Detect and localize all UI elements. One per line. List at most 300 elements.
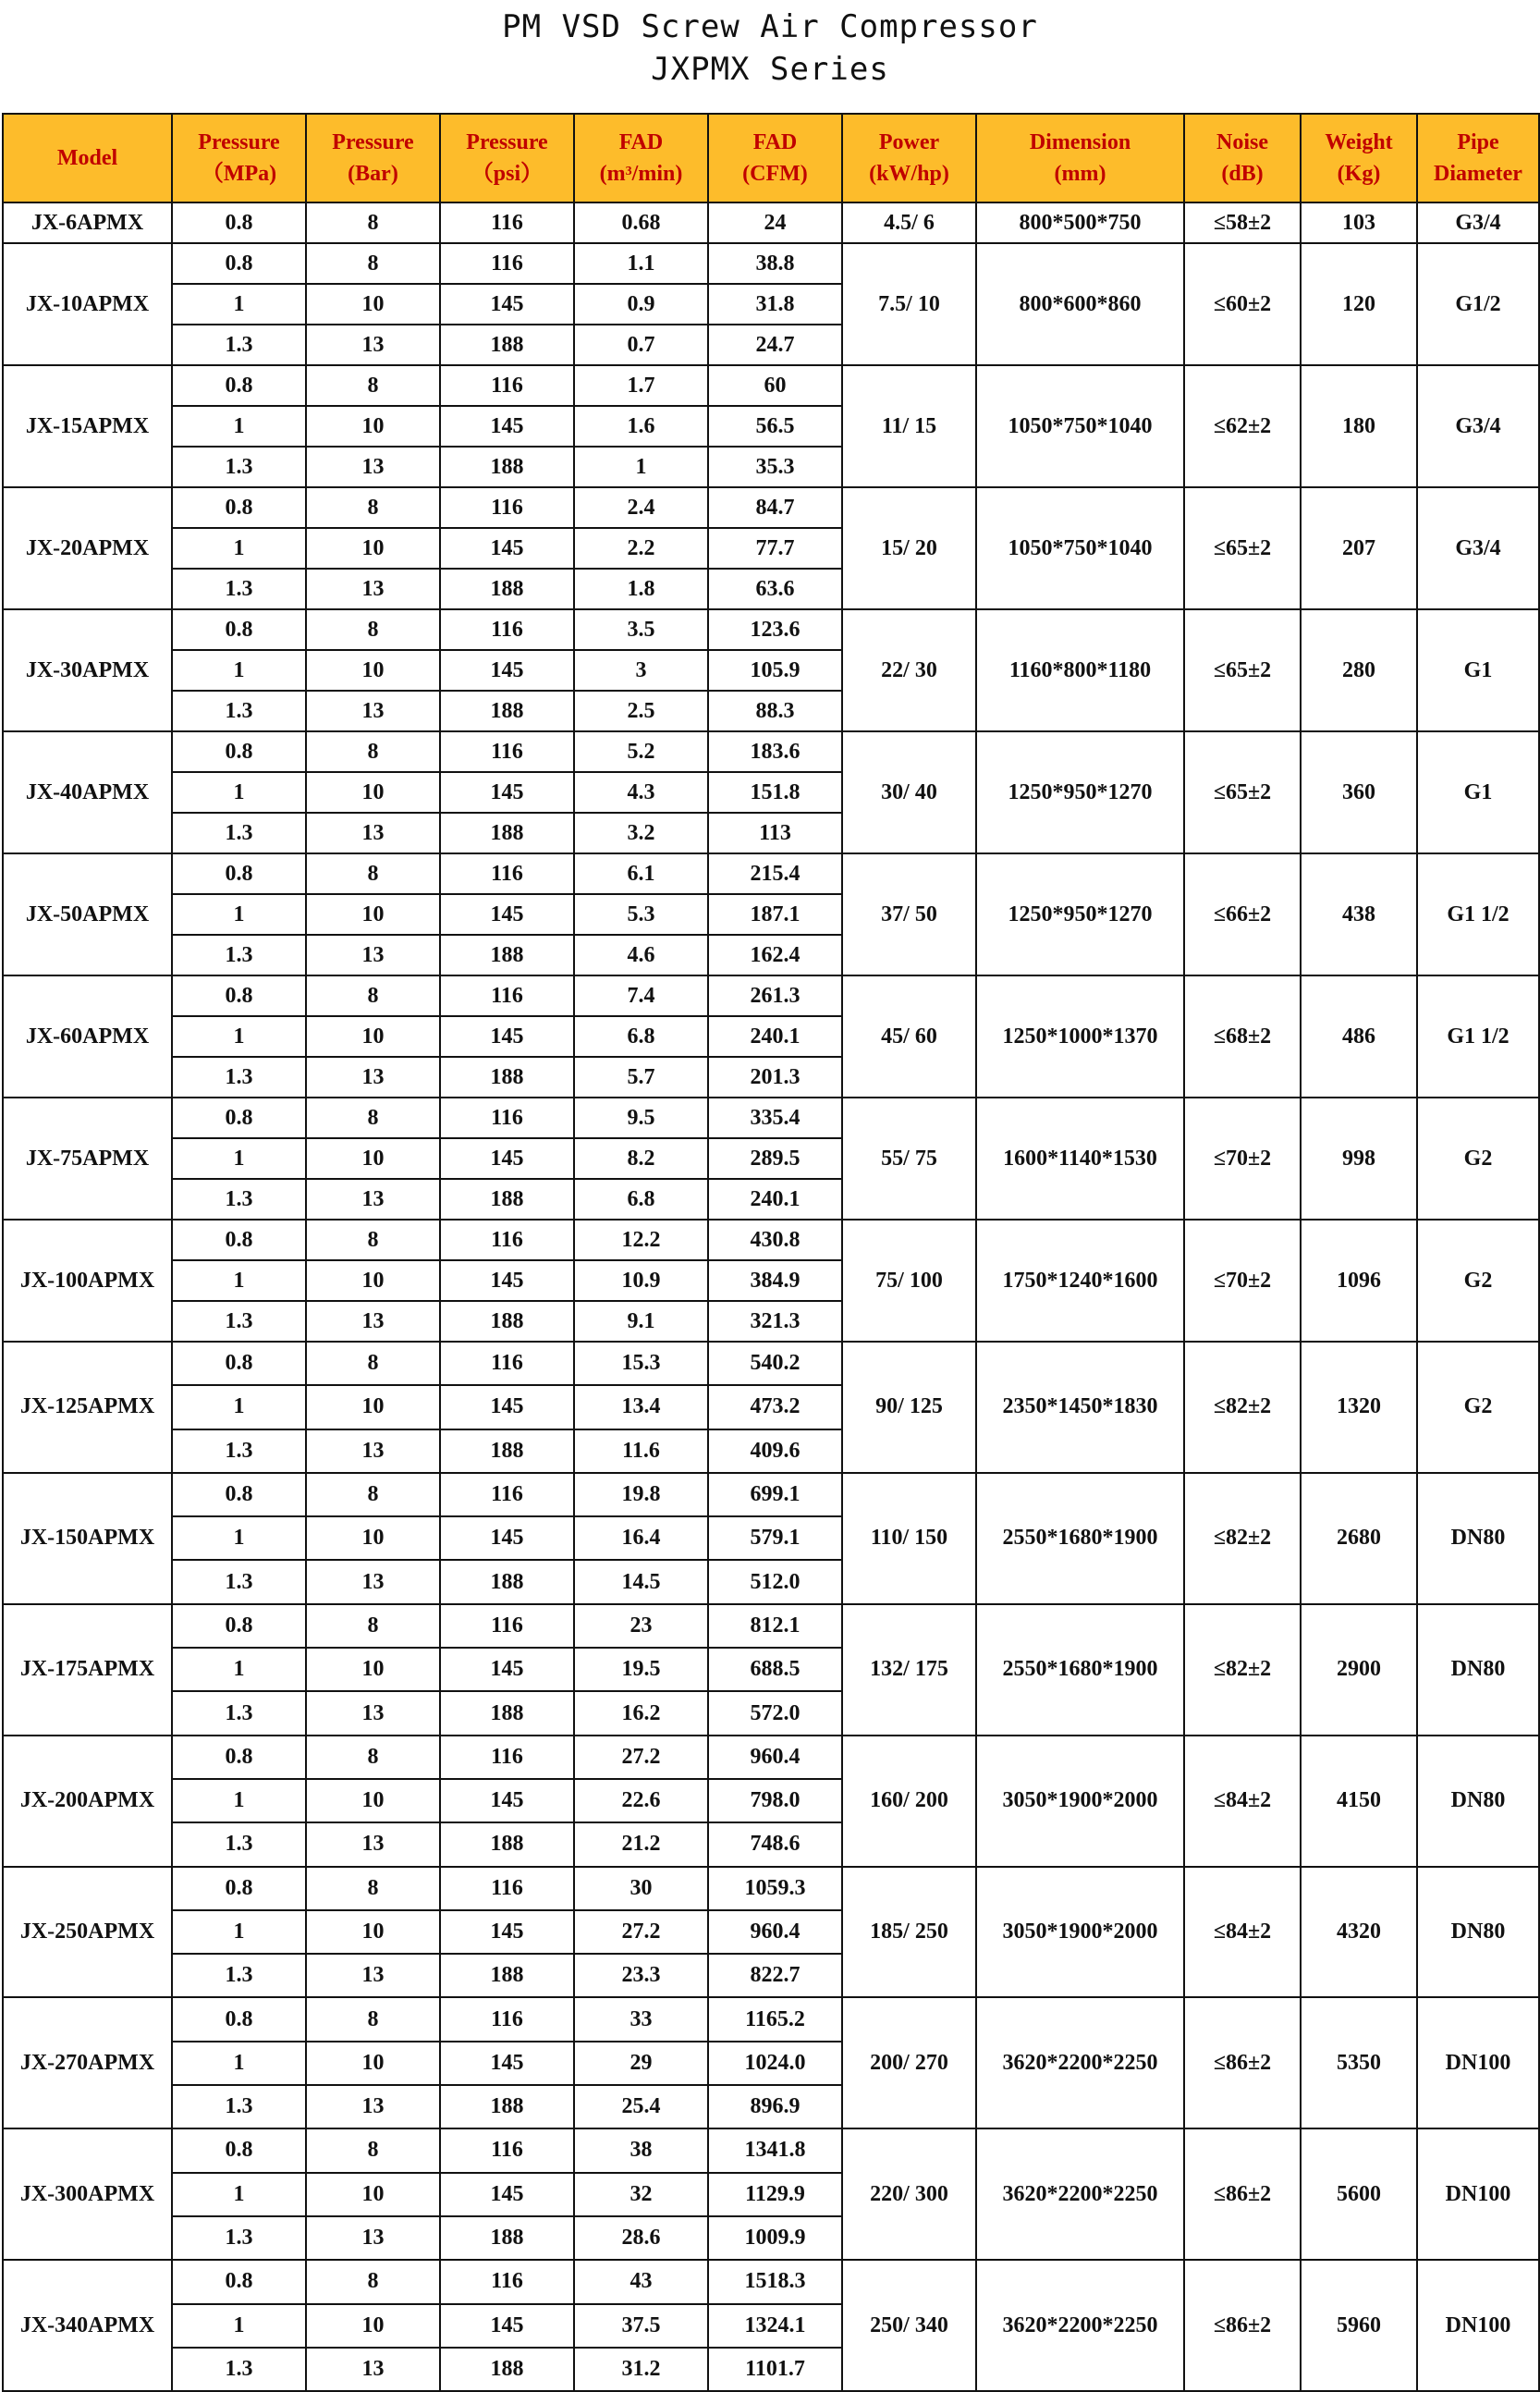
cell-pressure-bar: 8	[306, 487, 440, 528]
cell-pressure-psi: 116	[440, 202, 574, 243]
table-row	[3, 975, 1539, 1016]
cell-fad-m3min: 23	[574, 1604, 708, 1648]
header-pressure-bar	[306, 114, 440, 202]
cell-model: JX-10APMX	[3, 243, 172, 365]
cell-pipe-diameter: G2	[1417, 1220, 1539, 1342]
cell-weight: 103	[1301, 202, 1417, 243]
cell-power: 22/ 30	[842, 609, 976, 731]
cell-pressure-bar: 8	[306, 1867, 440, 1910]
cell-pressure-psi: 116	[440, 1473, 574, 1516]
cell-pressure-psi: 116	[440, 609, 574, 650]
cell-fad-cfm: 105.9	[708, 650, 842, 691]
cell-dimension: 3050*1900*2000	[976, 1736, 1184, 1867]
cell-fad-m3min: 32	[574, 2173, 708, 2216]
cell-pressure-psi: 145	[440, 772, 574, 813]
cell-fad-cfm: 748.6	[708, 1822, 842, 1866]
cell-fad-cfm: 1518.3	[708, 2260, 842, 2303]
cell-pressure-bar: 13	[306, 813, 440, 853]
cell-pressure-bar: 10	[306, 1648, 440, 1691]
cell-pressure-psi: 116	[440, 853, 574, 894]
cell-pressure-mpa: 1.3	[172, 447, 306, 487]
cell-pressure-psi: 116	[440, 975, 574, 1016]
cell-dimension: 3050*1900*2000	[976, 1867, 1184, 1998]
cell-fad-m3min: 0.9	[574, 284, 708, 325]
cell-dimension: 1050*750*1040	[976, 487, 1184, 609]
cell-pressure-bar: 13	[306, 447, 440, 487]
cell-weight: 207	[1301, 487, 1417, 609]
cell-dimension: 2550*1680*1900	[976, 1473, 1184, 1604]
cell-pressure-mpa: 0.8	[172, 853, 306, 894]
cell-pressure-psi: 145	[440, 1648, 574, 1691]
cell-pressure-bar: 13	[306, 691, 440, 731]
cell-dimension: 1750*1240*1600	[976, 1220, 1184, 1342]
cell-dimension: 3620*2200*2250	[976, 1997, 1184, 2128]
cell-weight: 998	[1301, 1098, 1417, 1220]
cell-pressure-mpa: 0.8	[172, 2128, 306, 2172]
cell-pressure-psi: 116	[440, 731, 574, 772]
cell-pressure-psi: 188	[440, 691, 574, 731]
table-row	[3, 1098, 1539, 1138]
cell-pipe-diameter: DN100	[1417, 2260, 1539, 2391]
cell-fad-cfm: 77.7	[708, 528, 842, 569]
cell-fad-m3min: 6.8	[574, 1016, 708, 1057]
cell-fad-cfm: 688.5	[708, 1648, 842, 1691]
cell-dimension: 1050*750*1040	[976, 365, 1184, 487]
cell-pressure-mpa: 1.3	[172, 2348, 306, 2391]
cell-pipe-diameter: G1/2	[1417, 243, 1539, 365]
cell-pressure-psi: 145	[440, 284, 574, 325]
cell-model: JX-50APMX	[3, 853, 172, 975]
cell-pressure-mpa: 1.3	[172, 1301, 306, 1342]
cell-noise: ≤70±2	[1184, 1220, 1301, 1342]
cell-pressure-mpa: 1	[172, 406, 306, 447]
cell-pressure-mpa: 1	[172, 1516, 306, 1560]
cell-fad-m3min: 3.5	[574, 609, 708, 650]
cell-pressure-bar: 13	[306, 569, 440, 609]
cell-power: 4.5/ 6	[842, 202, 976, 243]
cell-pipe-diameter: DN100	[1417, 1997, 1539, 2128]
header-fad-m3	[574, 114, 708, 202]
cell-pressure-psi: 188	[440, 2348, 574, 2391]
cell-fad-m3min: 21.2	[574, 1822, 708, 1866]
cell-fad-m3min: 22.6	[574, 1779, 708, 1822]
table-row	[3, 487, 1539, 528]
cell-fad-m3min: 1.1	[574, 243, 708, 284]
cell-fad-cfm: 1009.9	[708, 2216, 842, 2260]
cell-noise: ≤86±2	[1184, 2128, 1301, 2260]
cell-pressure-mpa: 1.3	[172, 935, 306, 975]
cell-fad-m3min: 5.3	[574, 894, 708, 935]
cell-pressure-bar: 10	[306, 1138, 440, 1179]
cell-fad-m3min: 27.2	[574, 1910, 708, 1954]
cell-pressure-bar: 8	[306, 202, 440, 243]
cell-noise: ≤65±2	[1184, 487, 1301, 609]
cell-fad-cfm: 1129.9	[708, 2173, 842, 2216]
table-row	[3, 1997, 1539, 2041]
cell-pipe-diameter: G2	[1417, 1098, 1539, 1220]
cell-pressure-psi: 145	[440, 2042, 574, 2085]
cell-noise: ≤86±2	[1184, 1997, 1301, 2128]
cell-pressure-bar: 10	[306, 772, 440, 813]
cell-pressure-psi: 116	[440, 1098, 574, 1138]
cell-power: 11/ 15	[842, 365, 976, 487]
cell-pressure-psi: 145	[440, 894, 574, 935]
cell-pressure-mpa: 0.8	[172, 1473, 306, 1516]
cell-fad-cfm: 540.2	[708, 1342, 842, 1385]
cell-pressure-bar: 13	[306, 325, 440, 365]
cell-pressure-bar: 8	[306, 2260, 440, 2303]
cell-pressure-bar: 10	[306, 1260, 440, 1301]
cell-pressure-bar: 10	[306, 284, 440, 325]
cell-power: 75/ 100	[842, 1220, 976, 1342]
cell-fad-m3min: 3.2	[574, 813, 708, 853]
cell-fad-m3min: 8.2	[574, 1138, 708, 1179]
header-model	[3, 114, 172, 202]
cell-pressure-bar: 8	[306, 243, 440, 284]
cell-noise: ≤86±2	[1184, 2260, 1301, 2391]
cell-model: JX-300APMX	[3, 2128, 172, 2260]
cell-pressure-mpa: 0.8	[172, 365, 306, 406]
cell-pipe-diameter: DN80	[1417, 1604, 1539, 1736]
cell-weight: 120	[1301, 243, 1417, 365]
cell-pipe-diameter: G1	[1417, 731, 1539, 853]
cell-fad-m3min: 1	[574, 447, 708, 487]
table-header-row	[3, 114, 1539, 202]
table-body	[3, 202, 1539, 2391]
cell-fad-m3min: 16.4	[574, 1516, 708, 1560]
cell-pressure-bar: 13	[306, 1954, 440, 1997]
table-row	[3, 1342, 1539, 1385]
header-line-1: Model	[56, 146, 118, 170]
cell-fad-cfm: 84.7	[708, 487, 842, 528]
cell-weight: 4320	[1301, 1867, 1417, 1998]
cell-fad-m3min: 7.4	[574, 975, 708, 1016]
table-row	[3, 609, 1539, 650]
cell-model: JX-250APMX	[3, 1867, 172, 1998]
cell-pipe-diameter: DN100	[1417, 2128, 1539, 2260]
cell-fad-cfm: 261.3	[708, 975, 842, 1016]
cell-pressure-bar: 8	[306, 1604, 440, 1648]
cell-fad-cfm: 24	[708, 202, 842, 243]
cell-pressure-mpa: 1	[172, 2042, 306, 2085]
cell-pressure-psi: 145	[440, 1779, 574, 1822]
cell-weight: 280	[1301, 609, 1417, 731]
cell-power: 30/ 40	[842, 731, 976, 853]
cell-fad-cfm: 822.7	[708, 1954, 842, 1997]
cell-model: JX-20APMX	[3, 487, 172, 609]
cell-dimension: 3620*2200*2250	[976, 2128, 1184, 2260]
table-row	[3, 1473, 1539, 1516]
cell-pressure-mpa: 1.3	[172, 325, 306, 365]
cell-fad-cfm: 88.3	[708, 691, 842, 731]
cell-noise: ≤68±2	[1184, 975, 1301, 1098]
table-row	[3, 202, 1539, 243]
cell-fad-cfm: 960.4	[708, 1736, 842, 1779]
cell-pressure-mpa: 0.8	[172, 2260, 306, 2303]
cell-pressure-bar: 8	[306, 1098, 440, 1138]
cell-fad-cfm: 289.5	[708, 1138, 842, 1179]
cell-noise: ≤60±2	[1184, 243, 1301, 365]
cell-pressure-bar: 13	[306, 2085, 440, 2128]
cell-pressure-psi: 145	[440, 1138, 574, 1179]
cell-weight: 1096	[1301, 1220, 1417, 1342]
cell-pressure-bar: 13	[306, 935, 440, 975]
cell-fad-m3min: 9.5	[574, 1098, 708, 1138]
cell-pressure-psi: 188	[440, 569, 574, 609]
cell-weight: 180	[1301, 365, 1417, 487]
cell-pressure-psi: 188	[440, 1179, 574, 1220]
cell-pressure-mpa: 1.3	[172, 813, 306, 853]
header-line-1: FAD	[752, 130, 798, 154]
header-line-1: Pipe	[1457, 130, 1499, 154]
cell-pressure-psi: 188	[440, 1057, 574, 1098]
cell-pressure-mpa: 1.3	[172, 1429, 306, 1473]
header-line-2-tail: /min)	[631, 162, 683, 186]
cell-power: 185/ 250	[842, 1867, 976, 1998]
cell-noise: ≤65±2	[1184, 609, 1301, 731]
table-row	[3, 243, 1539, 284]
cell-power: 37/ 50	[842, 853, 976, 975]
cell-pressure-mpa: 1.3	[172, 1179, 306, 1220]
cell-fad-cfm: 430.8	[708, 1220, 842, 1260]
cell-pressure-mpa: 0.8	[172, 1736, 306, 1779]
cell-fad-m3min: 25.4	[574, 2085, 708, 2128]
header-fad-cfm	[708, 114, 842, 202]
cell-model: JX-40APMX	[3, 731, 172, 853]
cell-pressure-mpa: 0.8	[172, 202, 306, 243]
cell-pressure-psi: 145	[440, 1385, 574, 1429]
cell-fad-m3min: 27.2	[574, 1736, 708, 1779]
cell-power: 15/ 20	[842, 487, 976, 609]
cell-fad-cfm: 123.6	[708, 609, 842, 650]
header-line-1: Dimension	[1029, 130, 1131, 154]
cell-fad-cfm: 572.0	[708, 1691, 842, 1735]
cell-pressure-bar: 13	[306, 1429, 440, 1473]
cell-pressure-bar: 10	[306, 2304, 440, 2348]
cell-fad-m3min: 2.5	[574, 691, 708, 731]
cell-fad-cfm: 151.8	[708, 772, 842, 813]
cell-fad-cfm: 1059.3	[708, 1867, 842, 1910]
cell-dimension: 3620*2200*2250	[976, 2260, 1184, 2391]
cell-power: 220/ 300	[842, 2128, 976, 2260]
cell-fad-m3min: 14.5	[574, 1560, 708, 1603]
cell-weight: 2680	[1301, 1473, 1417, 1604]
cell-power: 90/ 125	[842, 1342, 976, 1473]
cell-fad-cfm: 321.3	[708, 1301, 842, 1342]
cell-fad-m3min: 19.5	[574, 1648, 708, 1691]
table-row	[3, 1736, 1539, 1779]
cell-pressure-mpa: 1	[172, 1648, 306, 1691]
cell-pressure-mpa: 1	[172, 894, 306, 935]
cell-pressure-bar: 10	[306, 650, 440, 691]
cell-pressure-mpa: 1	[172, 1779, 306, 1822]
cell-fad-m3min: 2.2	[574, 528, 708, 569]
header-line-1: Power	[878, 130, 940, 154]
header-line-1: Noise	[1216, 130, 1268, 154]
cell-pressure-psi: 116	[440, 365, 574, 406]
cell-pressure-psi: 116	[440, 1997, 574, 2041]
cell-pressure-mpa: 0.8	[172, 609, 306, 650]
header-line-2: Diameter	[1434, 162, 1522, 186]
cell-pressure-bar: 10	[306, 406, 440, 447]
cell-pressure-bar: 10	[306, 2173, 440, 2216]
cell-pressure-psi: 145	[440, 2304, 574, 2348]
cell-pressure-bar: 13	[306, 2216, 440, 2260]
cell-fad-cfm: 1324.1	[708, 2304, 842, 2348]
header-line-2: (CFM)	[742, 162, 808, 186]
header-dimension	[976, 114, 1184, 202]
table-row	[3, 2260, 1539, 2303]
header-line-2: (Bar)	[348, 162, 398, 186]
cell-pressure-mpa: 1	[172, 1260, 306, 1301]
cell-noise: ≤58±2	[1184, 202, 1301, 243]
header-line-1: Pressure	[198, 130, 280, 154]
cell-pressure-mpa: 1.3	[172, 569, 306, 609]
cell-fad-cfm: 38.8	[708, 243, 842, 284]
cell-pressure-bar: 10	[306, 1910, 440, 1954]
cell-pipe-diameter: G1 1/2	[1417, 975, 1539, 1098]
cell-pipe-diameter: DN80	[1417, 1736, 1539, 1867]
header-line-1: Weight	[1325, 130, 1393, 154]
cell-fad-cfm: 512.0	[708, 1560, 842, 1603]
cell-model: JX-125APMX	[3, 1342, 172, 1473]
cell-pipe-diameter: G1 1/2	[1417, 853, 1539, 975]
cell-pressure-mpa: 1	[172, 1385, 306, 1429]
cell-pressure-mpa: 0.8	[172, 1098, 306, 1138]
cell-pipe-diameter: DN80	[1417, 1473, 1539, 1604]
cell-fad-cfm: 798.0	[708, 1779, 842, 1822]
header-line-2: （MPa)	[201, 162, 277, 186]
cell-pressure-psi: 116	[440, 1867, 574, 1910]
cell-pressure-bar: 10	[306, 894, 440, 935]
table-row	[3, 1867, 1539, 1910]
cell-pressure-mpa: 0.8	[172, 1867, 306, 1910]
cell-pressure-psi: 116	[440, 1342, 574, 1385]
cell-pressure-bar: 8	[306, 1220, 440, 1260]
table-row	[3, 853, 1539, 894]
cell-pressure-bar: 10	[306, 1016, 440, 1057]
cell-pressure-psi: 116	[440, 1736, 574, 1779]
cell-pressure-bar: 13	[306, 1560, 440, 1603]
cell-fad-cfm: 187.1	[708, 894, 842, 935]
cell-power: 7.5/ 10	[842, 243, 976, 365]
cell-noise: ≤84±2	[1184, 1867, 1301, 1998]
cell-pressure-psi: 188	[440, 2216, 574, 2260]
cell-noise: ≤70±2	[1184, 1098, 1301, 1220]
cell-pressure-bar: 10	[306, 1516, 440, 1560]
document-title: PM VSD Screw Air Compressor	[502, 8, 1038, 45]
cell-pressure-psi: 116	[440, 2128, 574, 2172]
cell-fad-cfm: 699.1	[708, 1473, 842, 1516]
cell-pressure-bar: 8	[306, 1736, 440, 1779]
cell-fad-m3min: 29	[574, 2042, 708, 2085]
cell-fad-cfm: 201.3	[708, 1057, 842, 1098]
cell-pressure-bar: 8	[306, 609, 440, 650]
cell-pressure-mpa: 0.8	[172, 1220, 306, 1260]
header-line-2: (m	[599, 162, 626, 186]
cell-fad-m3min: 4.6	[574, 935, 708, 975]
cell-pressure-psi: 116	[440, 1604, 574, 1648]
table-row	[3, 1220, 1539, 1260]
cell-model: JX-175APMX	[3, 1604, 172, 1736]
cell-fad-m3min: 4.3	[574, 772, 708, 813]
cell-pressure-mpa: 0.8	[172, 975, 306, 1016]
cell-power: 110/ 150	[842, 1473, 976, 1604]
cell-weight: 5600	[1301, 2128, 1417, 2260]
cell-pressure-psi: 188	[440, 1429, 574, 1473]
cell-weight: 5960	[1301, 2260, 1417, 2391]
cell-noise: ≤82±2	[1184, 1342, 1301, 1473]
cell-fad-m3min: 10.9	[574, 1260, 708, 1301]
cell-fad-cfm: 24.7	[708, 325, 842, 365]
cell-weight: 486	[1301, 975, 1417, 1098]
cell-pressure-psi: 188	[440, 1954, 574, 1997]
cell-fad-m3min: 1.7	[574, 365, 708, 406]
header-pipe-diameter	[1417, 114, 1539, 202]
cell-dimension: 1250*1000*1370	[976, 975, 1184, 1098]
cell-pressure-mpa: 0.8	[172, 487, 306, 528]
header-superscript: 3	[625, 165, 632, 178]
cell-pressure-bar: 8	[306, 1342, 440, 1385]
cell-pipe-diameter: G3/4	[1417, 202, 1539, 243]
cell-pressure-bar: 13	[306, 2348, 440, 2391]
cell-model: JX-100APMX	[3, 1220, 172, 1342]
header-line-1: Pressure	[332, 130, 414, 154]
cell-pressure-bar: 13	[306, 1057, 440, 1098]
cell-fad-m3min: 6.1	[574, 853, 708, 894]
cell-fad-m3min: 0.7	[574, 325, 708, 365]
cell-power: 250/ 340	[842, 2260, 976, 2391]
cell-fad-m3min: 28.6	[574, 2216, 708, 2260]
cell-pressure-mpa: 1	[172, 1138, 306, 1179]
cell-fad-cfm: 35.3	[708, 447, 842, 487]
cell-model: JX-30APMX	[3, 609, 172, 731]
cell-fad-cfm: 409.6	[708, 1429, 842, 1473]
cell-weight: 5350	[1301, 1997, 1417, 2128]
cell-fad-m3min: 3	[574, 650, 708, 691]
cell-pressure-psi: 188	[440, 813, 574, 853]
cell-pressure-mpa: 1.3	[172, 1691, 306, 1735]
cell-weight: 2900	[1301, 1604, 1417, 1736]
cell-pressure-bar: 8	[306, 853, 440, 894]
cell-pressure-mpa: 1	[172, 284, 306, 325]
cell-pressure-mpa: 1	[172, 2173, 306, 2216]
cell-fad-m3min: 31.2	[574, 2348, 708, 2391]
cell-pressure-mpa: 1.3	[172, 691, 306, 731]
cell-fad-m3min: 13.4	[574, 1385, 708, 1429]
cell-pressure-bar: 13	[306, 1691, 440, 1735]
cell-fad-cfm: 1101.7	[708, 2348, 842, 2391]
cell-fad-m3min: 16.2	[574, 1691, 708, 1735]
cell-pressure-mpa: 1	[172, 1910, 306, 1954]
cell-fad-cfm: 240.1	[708, 1179, 842, 1220]
cell-noise: ≤65±2	[1184, 731, 1301, 853]
table-row	[3, 1604, 1539, 1648]
cell-pressure-mpa: 1.3	[172, 2085, 306, 2128]
cell-weight: 1320	[1301, 1342, 1417, 1473]
cell-pressure-psi: 188	[440, 1691, 574, 1735]
cell-model: JX-150APMX	[3, 1473, 172, 1604]
cell-fad-m3min: 1.8	[574, 569, 708, 609]
cell-noise: ≤66±2	[1184, 853, 1301, 975]
cell-fad-cfm: 1341.8	[708, 2128, 842, 2172]
cell-pipe-diameter: DN80	[1417, 1867, 1539, 1998]
cell-model: JX-60APMX	[3, 975, 172, 1098]
cell-power: 45/ 60	[842, 975, 976, 1098]
header-weight	[1301, 114, 1417, 202]
cell-fad-m3min: 38	[574, 2128, 708, 2172]
table-row	[3, 2128, 1539, 2172]
